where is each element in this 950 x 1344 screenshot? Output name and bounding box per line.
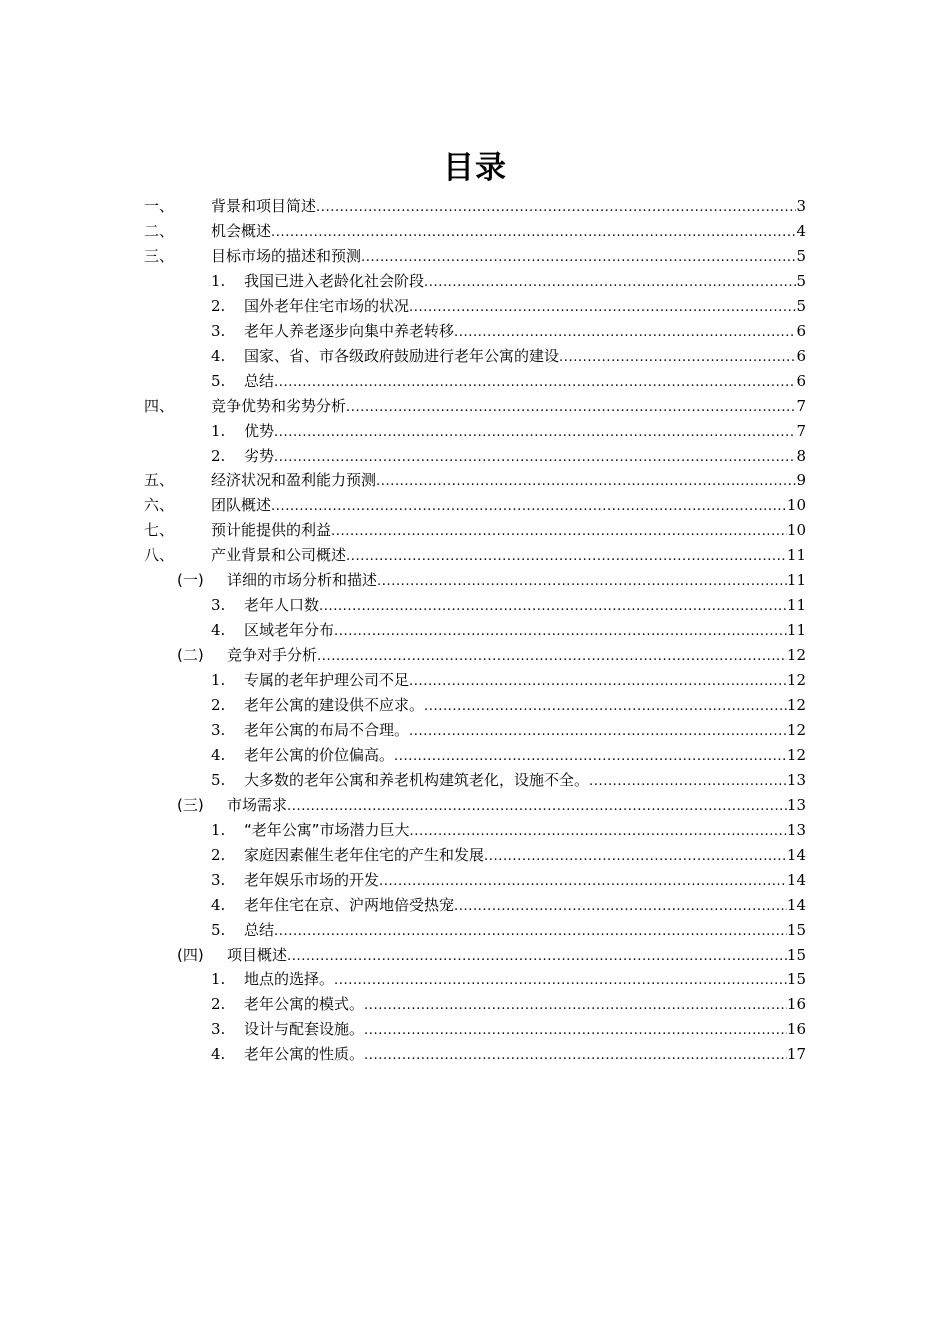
toc-entry-number: 4. — [211, 745, 226, 764]
toc-entry-page-number: 11 — [786, 546, 806, 565]
toc-entry[interactable] — [0, 743, 950, 768]
toc-entry-number: (三) — [177, 795, 204, 814]
toc-dot-leader — [424, 270, 796, 295]
toc-entry-page-number: 11 — [786, 571, 806, 590]
toc-entry-page-number: 5 — [796, 271, 806, 290]
toc-dot-leader — [364, 1018, 787, 1043]
toc-entry-page-number: 4 — [796, 221, 806, 240]
toc-dot-leader — [274, 445, 796, 470]
toc-dot-leader — [271, 220, 796, 245]
toc-entry-number: 5. — [211, 371, 226, 390]
toc-dot-leader — [589, 769, 787, 794]
toc-entry-number: 一、 — [144, 197, 175, 215]
toc-entry-number: 2. — [211, 296, 226, 315]
toc-entry[interactable] — [0, 967, 950, 992]
toc-entry-number: 1. — [211, 970, 226, 989]
toc-entry-number: (二) — [177, 646, 204, 665]
toc-entry-title: 老年公寓的性质。 — [244, 1045, 365, 1064]
toc-entry-page-number: 14 — [786, 845, 806, 864]
toc-entry-page-number: 13 — [786, 770, 806, 789]
toc-entry-page-number: 9 — [796, 471, 806, 490]
toc-entry-page-number: 10 — [786, 521, 806, 540]
toc-entry-number: 1. — [211, 421, 226, 440]
toc-dot-leader — [271, 494, 787, 519]
toc-dot-leader — [377, 569, 787, 594]
toc-entry-title: 详细的市场分析和描述 — [227, 571, 378, 590]
toc-dot-leader — [410, 819, 787, 844]
toc-entry-page-number: 12 — [786, 646, 806, 665]
toc-entry-page-number: 15 — [786, 970, 806, 989]
toc-entry[interactable] — [0, 344, 950, 369]
toc-entry-number: 四、 — [144, 396, 175, 415]
toc-entry-page-number: 10 — [786, 496, 806, 515]
toc-entry[interactable] — [0, 593, 950, 618]
toc-entry-page-number: 15 — [786, 920, 806, 939]
toc-entry-title: 我国已进入老龄化社会阶段 — [244, 271, 425, 290]
toc-entry-page-number: 6 — [796, 321, 806, 340]
toc-entry[interactable] — [0, 668, 950, 693]
toc-entry-title: 总结 — [244, 371, 275, 390]
toc-entry-title: 劣势 — [244, 446, 275, 465]
toc-entry-number: 3. — [211, 1020, 226, 1039]
toc-entry[interactable] — [0, 294, 950, 319]
toc-entry-number: 七、 — [144, 521, 175, 540]
toc-entry[interactable] — [0, 394, 950, 419]
toc-entry-page-number: 12 — [786, 745, 806, 764]
toc-entry-title: 老年住宅在京、沪两地倍受热宠 — [244, 895, 455, 914]
toc-entry-page-number: 12 — [786, 671, 806, 690]
toc-entry-title: 竞争优势和劣势分析 — [211, 396, 347, 415]
toc-entry-page-number: 7 — [796, 421, 806, 440]
toc-entry-number: (一) — [177, 571, 204, 590]
toc-entry[interactable] — [0, 493, 950, 518]
toc-entry-page-number: 6 — [796, 346, 806, 365]
toc-dot-leader — [379, 869, 787, 894]
toc-entry[interactable] — [0, 568, 950, 593]
toc-entry-title: 目标市场的描述和预测 — [211, 246, 362, 265]
toc-entry[interactable] — [0, 643, 950, 668]
toc-dot-leader — [317, 644, 787, 669]
toc-entry[interactable] — [0, 992, 950, 1017]
toc-entry-page-number: 3 — [796, 197, 806, 215]
toc-entry-title: 设计与配套设施。 — [244, 1020, 365, 1039]
toc-entry[interactable] — [0, 1017, 950, 1042]
toc-entry-number: 4. — [211, 621, 226, 640]
toc-dot-leader — [331, 519, 787, 544]
toc-entry-number: 3. — [211, 596, 226, 615]
toc-dot-leader — [364, 993, 787, 1018]
toc-entry[interactable] — [0, 893, 950, 918]
toc-entry[interactable] — [0, 444, 950, 469]
toc-dot-leader — [364, 1043, 787, 1068]
toc-entry-page-number: 14 — [786, 895, 806, 914]
toc-entry-title: 老年娱乐市场的开发 — [244, 870, 380, 889]
toc-entry-number: 三、 — [144, 246, 175, 265]
toc-entry-page-number: 5 — [796, 246, 806, 265]
toc-dot-leader — [287, 794, 787, 819]
toc-entry-title: “老年公寓”市场潜力巨大 — [244, 820, 410, 839]
toc-entry-title: 背景和项目简述 — [211, 197, 317, 215]
toc-entry-number: 五、 — [144, 471, 175, 490]
toc-entry-number: 八、 — [144, 546, 175, 565]
toc-entry-number: 六、 — [144, 496, 175, 515]
toc-entry-number: 5. — [211, 770, 226, 789]
toc-entry-page-number: 11 — [786, 621, 806, 640]
toc-entry-number: 1. — [211, 671, 226, 690]
toc-entry[interactable] — [0, 369, 950, 394]
toc-dot-leader — [274, 919, 787, 944]
toc-entry[interactable] — [0, 793, 950, 818]
toc-entry-title: 经济状况和盈利能力预测 — [211, 471, 377, 490]
toc-entry-number: 1. — [211, 271, 226, 290]
toc-dot-leader — [409, 295, 796, 320]
toc-dot-leader — [454, 894, 787, 919]
toc-entry-number: 4. — [211, 346, 226, 365]
toc-entry-page-number: 14 — [786, 870, 806, 889]
toc-entry-title: 老年公寓的布局不合理。 — [244, 720, 410, 739]
toc-entry-title: 大多数的老年公寓和养老机构建筑老化，设施不全。 — [244, 770, 590, 789]
toc-title: 目录 — [443, 150, 507, 186]
toc-dot-leader — [334, 619, 787, 644]
toc-dot-leader — [409, 719, 787, 744]
toc-entry[interactable] — [0, 768, 950, 793]
toc-entry-page-number: 6 — [796, 371, 806, 390]
toc-entry[interactable] — [0, 518, 950, 543]
toc-entry-title: 地点的选择。 — [244, 970, 335, 989]
toc-entry[interactable] — [0, 319, 950, 344]
toc-entry[interactable] — [0, 943, 950, 968]
toc-entry-page-number: 16 — [786, 995, 806, 1014]
toc-entry-title: 总结 — [244, 920, 275, 939]
toc-entry[interactable] — [0, 219, 950, 244]
toc-entry-number: 4. — [211, 895, 226, 914]
toc-entry-title: 老年人口数 — [244, 596, 320, 615]
toc-entry-page-number: 8 — [796, 446, 806, 465]
toc-dot-leader — [319, 594, 787, 619]
toc-dot-leader — [484, 844, 787, 869]
toc-dot-leader — [346, 544, 787, 569]
toc-dot-leader — [376, 469, 796, 494]
toc-dot-leader — [409, 669, 787, 694]
toc-entry-number: 2. — [211, 696, 226, 714]
toc-dot-leader — [346, 395, 796, 420]
toc-entry-number: 2. — [211, 446, 226, 465]
toc-entry-title: 专属的老年护理公司不足 — [244, 671, 410, 690]
toc-entry[interactable] — [0, 419, 950, 444]
toc-entry[interactable] — [0, 194, 950, 219]
toc-entry-number: (四) — [177, 945, 204, 964]
toc-entry[interactable] — [0, 543, 950, 568]
toc-dot-leader — [287, 944, 787, 969]
toc-entry-title: 区域老年分布 — [244, 621, 335, 640]
toc-entry-number: 3. — [211, 870, 226, 889]
toc-dot-leader — [559, 345, 796, 370]
toc-entry-page-number: 12 — [786, 696, 806, 714]
toc-entry-page-number: 17 — [786, 1045, 806, 1064]
toc-entry[interactable] — [0, 269, 950, 294]
toc-entry-page-number: 13 — [786, 795, 806, 814]
toc-entry-page-number: 5 — [796, 296, 806, 315]
toc-entry-number: 5. — [211, 920, 226, 939]
toc-entry-title: 预计能提供的利益 — [211, 521, 332, 540]
toc-entry-title: 老年公寓的价位偏高。 — [244, 745, 395, 764]
toc-entry-number: 2. — [211, 845, 226, 864]
toc-entry[interactable] — [0, 468, 950, 493]
toc-entry[interactable] — [0, 693, 950, 718]
toc-entry[interactable] — [0, 818, 950, 843]
toc-entry-page-number: 11 — [786, 596, 806, 615]
toc-entry[interactable] — [0, 618, 950, 643]
toc-entry[interactable] — [0, 843, 950, 868]
toc-entry-title: 国外老年住宅市场的状况 — [244, 296, 410, 315]
toc-entry[interactable] — [0, 868, 950, 893]
toc-dot-leader — [394, 744, 787, 769]
toc-entry[interactable] — [0, 1042, 950, 1067]
toc-entry-page-number: 16 — [786, 1020, 806, 1039]
toc-dot-leader — [316, 195, 796, 220]
toc-entry-number: 4. — [211, 1045, 226, 1064]
toc-dot-leader — [274, 420, 796, 445]
toc-entry-title: 家庭因素催生老年住宅的产生和发展 — [244, 845, 485, 864]
toc-entry-title: 项目概述 — [227, 945, 288, 964]
toc-dot-leader — [361, 245, 796, 270]
toc-entry-title: 国家、省、市各级政府鼓励进行老年公寓的建设 — [244, 346, 560, 365]
toc-entry-number: 3. — [211, 720, 226, 739]
toc-entry-number: 1. — [211, 820, 226, 839]
toc-entry-page-number: 13 — [786, 820, 806, 839]
toc-entry-title: 老年公寓的建设供不应求。 — [244, 696, 425, 714]
toc-dot-leader — [424, 694, 787, 719]
toc-entry-page-number: 7 — [796, 396, 806, 415]
toc-entry-title: 团队概述 — [211, 496, 272, 515]
toc-entry-title: 产业背景和公司概述 — [211, 546, 347, 565]
toc-entry-number: 二、 — [144, 221, 175, 240]
toc-entry-title: 老年人养老逐步向集中养老转移 — [244, 321, 455, 340]
toc-entry-number: 3. — [211, 321, 226, 340]
toc-entry-title: 老年公寓的模式。 — [244, 995, 365, 1014]
toc-entry[interactable] — [0, 244, 950, 269]
toc-entry-page-number: 12 — [786, 720, 806, 739]
toc-entry-number: 2. — [211, 995, 226, 1014]
toc-dot-leader — [274, 370, 796, 395]
toc-entry[interactable] — [0, 918, 950, 943]
toc-entry-title: 优势 — [244, 421, 275, 440]
toc-entry-title: 机会概述 — [211, 221, 272, 240]
toc-entry[interactable] — [0, 718, 950, 743]
toc-dot-leader — [334, 968, 787, 993]
toc-entry-page-number: 15 — [786, 945, 806, 964]
toc-entry-title: 市场需求 — [227, 795, 288, 814]
toc-dot-leader — [454, 320, 796, 345]
toc-entry-title: 竞争对手分析 — [227, 646, 318, 665]
